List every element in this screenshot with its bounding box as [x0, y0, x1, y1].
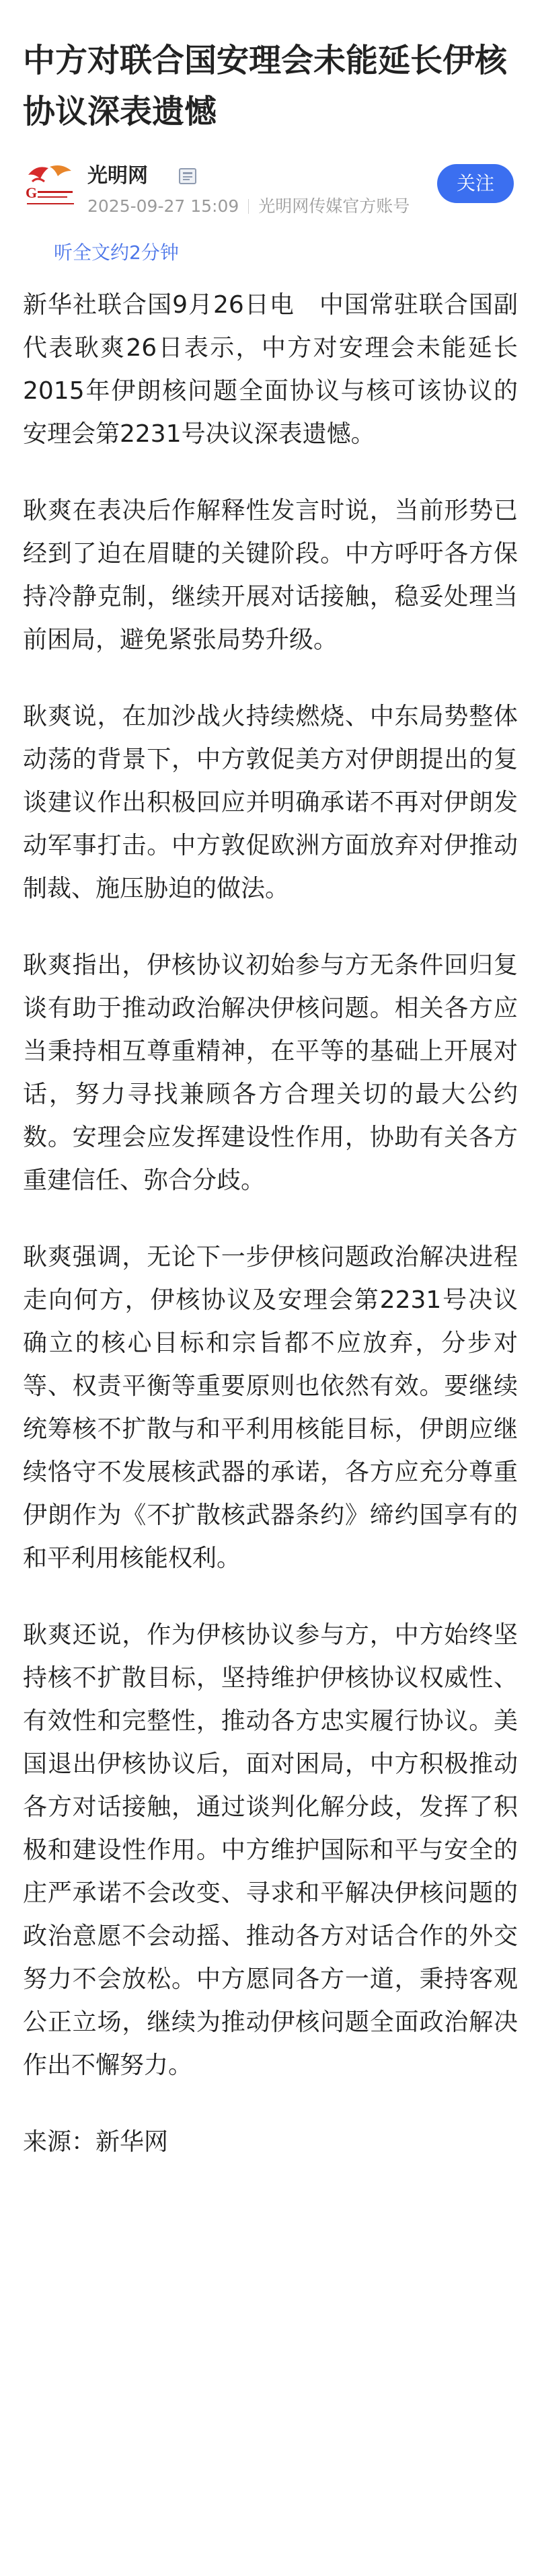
follow-button[interactable]: 关注 [437, 164, 514, 203]
author-name[interactable]: 光明网 [87, 164, 148, 188]
article-title: 中方对联合国安理会未能延长伊核协议深表遗憾 [23, 42, 508, 130]
author-bar [23, 156, 515, 223]
publish-time: 2025-09-27 15:09 [87, 196, 239, 216]
verified-badge-icon [179, 168, 196, 184]
logo-lettering: G [26, 184, 38, 201]
publish-info [87, 196, 410, 217]
article-paragraph: 耿爽在表决后作解释性发言时说，当前形势已经到了迫在眉睫的关键阶段。中方呼吁各方保持冷静克制，继续开展对话接触，稳妥处理当前困局，避免紧张局势升级。 [23, 497, 518, 654]
account-type: 光明网传媒官方账号 [258, 196, 410, 216]
article-paragraph: 新华社联合国9月26日电 中国常驻联合国副代表耿爽26日表示，中方对安理会未能延长2015年伊朗核问题全面协议与核可该协议的安理会第2231号决议深表遗憾。 [23, 291, 518, 448]
article-body [23, 284, 518, 2197]
article-source: 来源：新华网 [23, 2128, 169, 2156]
article-paragraph: 耿爽指出，伊核协议初始参与方无条件回归复谈有助于推动政治解决伊核问题。相关各方应当秉持相互尊重精神，在平等的基础上开展对话，努力寻找兼顾各方合理关切的最大公约数。安理会应发挥建设性作用，协助有关各方重建信任、弥合分歧。 [23, 951, 518, 1194]
guangming-logo-icon[interactable] [23, 161, 78, 212]
article-paragraph: 耿爽说，在加沙战火持续燃烧、中东局势整体动荡的背景下，中方敦促美方对伊朗提出的复谈建议作出积极回应并明确承诺不再对伊朗发动军事打击。中方敦促欧洲方面放弃对伊推动制裁、施压胁迫的做法。 [23, 703, 518, 902]
listen-full-text-link[interactable]: 听全文约2分钟 [54, 241, 179, 264]
article-paragraph: 耿爽还说，作为伊核协议参与方，中方始终坚持核不扩散目标，坚持维护伊核协议权威性、有效性和完整性，推动各方忠实履行协议。美国退出伊核协议后，面对困局，中方积极推动各方对话接触，通过谈判化解分歧，发挥了积极和建设性作用。中方维护国际和平与安全的庄严承诺不会改变、寻求和平解决伊核问题的政治意愿不会动摇、推动各方对话合作的外交努力不会放松。中方愿同各方一道，秉持客观公正立场，继续为推动伊核问题全面政治解决作出不懈努力。 [23, 1621, 518, 2079]
meta-divider [248, 199, 249, 214]
article-paragraph: 耿爽强调，无论下一步伊核问题政治解决进程走向何方，伊核协议及安理会第2231号决议确立的核心目标和宗旨都不应放弃，分步对等、权责平衡等重要原则也依然有效。要继续统筹核不扩散与和平利用核能目标，伊朗应继续恪守不发展核武器的承诺，各方应充分尊重伊朗作为《不扩散核武器条约》缔约国享有的和平利用核能权利。 [23, 1243, 518, 1572]
